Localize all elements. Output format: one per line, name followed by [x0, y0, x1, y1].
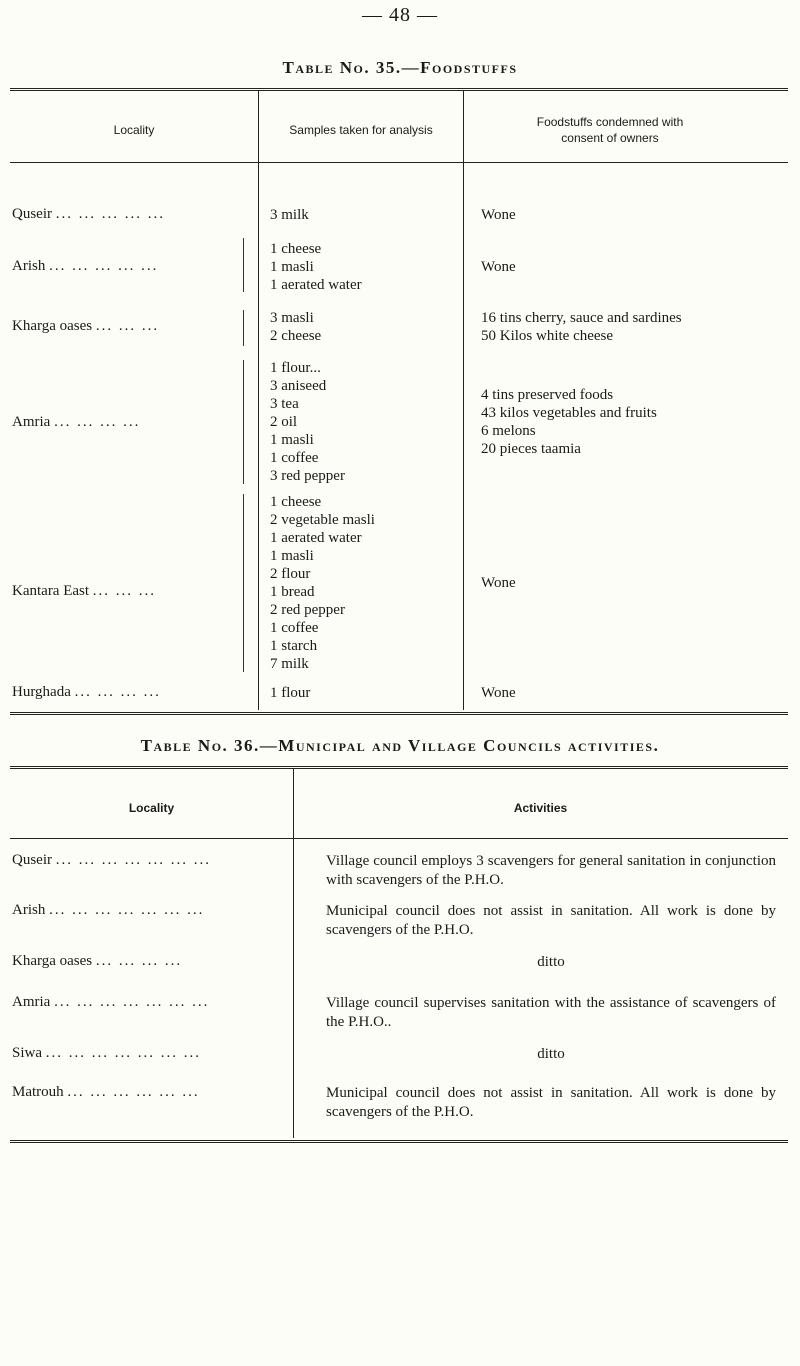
table-36-activity-quseir: Village council employs 3 scavengers for general sanitation in conjunction with scavengers of the P.H.O.	[326, 853, 776, 888]
sample-item: 1 starch	[270, 638, 318, 654]
sample-item: 3 aniseed	[270, 378, 327, 394]
table-35-locality-kantara	[12, 583, 156, 600]
locality-name: Amria	[12, 994, 51, 1010]
table-36-activity-arish: Municipal council does not assist in sanitation. All work is done by scavengers of the P.H.O.	[326, 903, 776, 938]
locality-name: Siwa	[12, 1045, 42, 1061]
sample-item: 2 cheese	[270, 328, 322, 344]
sample-item: 7 milk	[270, 656, 309, 672]
table-35-condemned-kharga	[481, 309, 682, 345]
locality-name: Kharga oases	[12, 318, 93, 334]
sample-item: 3 tea	[270, 396, 299, 412]
leader-dots: ... ... ... ... ... ... ...	[49, 902, 205, 918]
table-35-condemned-arish	[481, 258, 516, 276]
table-35-title: Table No. 35.—Foodstuffs	[282, 58, 518, 77]
sample-item: 2 flour	[270, 566, 311, 582]
sample-item: 1 coffee	[270, 450, 319, 466]
sample-item: 1 flour...	[270, 360, 321, 376]
locality-name: Quseir	[12, 852, 52, 868]
table-35-header-locality: Locality	[113, 123, 155, 137]
brace-kharga	[240, 310, 244, 346]
leader-dots: ... ... ...	[95, 318, 160, 334]
locality-name: Arish	[12, 258, 46, 274]
condemned-item: Wone	[481, 259, 516, 275]
sample-item: 3 milk	[270, 207, 309, 223]
table-36-locality-kharga	[12, 953, 182, 970]
locality-name: Amria	[12, 414, 51, 430]
sample-item: 1 cheese	[270, 494, 322, 510]
leader-dots: ... ... ... ...	[74, 684, 161, 700]
table-36-top-rule	[10, 766, 788, 769]
table-35-locality-kharga	[12, 318, 159, 335]
table-35-bottom-rule	[10, 712, 788, 715]
condemned-item: 43 kilos vegetables and fruits	[481, 405, 657, 421]
condemned-item: 50 Kilos white cheese	[481, 328, 614, 344]
table-35-top-rule	[10, 88, 788, 91]
table-36-activity-siwa: ditto	[537, 1046, 565, 1062]
leader-dots: ... ... ... ... ... ...	[67, 1084, 200, 1100]
condemned-item: 4 tins preserved foods	[481, 387, 614, 403]
locality-name: Quseir	[12, 206, 52, 222]
sample-item: 1 masli	[270, 432, 314, 448]
table-35-samples-arish	[270, 240, 362, 294]
table-36-header-locality: Locality	[128, 801, 175, 815]
leader-dots: ... ... ... ... ...	[55, 206, 165, 222]
table-36-locality-amria	[12, 994, 209, 1011]
leader-dots: ... ... ... ... ... ... ...	[54, 994, 210, 1010]
locality-name: Kharga oases	[12, 953, 93, 969]
leader-dots: ... ... ... ... ...	[49, 258, 159, 274]
table-35-samples-hurghada	[270, 684, 310, 702]
sample-item: 2 oil	[270, 414, 298, 430]
brace-kantara	[240, 494, 244, 672]
leader-dots: ... ... ... ...	[95, 953, 183, 969]
leader-dots: ... ... ... ...	[54, 414, 141, 430]
condemned-item: 16 tins cherry, sauce and sardines	[481, 310, 682, 326]
sample-item: 1 aerated water	[270, 530, 362, 546]
table-36-col-divider	[293, 768, 294, 1138]
page-number: — 48 —	[362, 4, 438, 26]
brace-amria	[240, 360, 244, 484]
locality-name: Hurghada	[12, 684, 71, 700]
table-36-locality-arish	[12, 902, 204, 919]
table-35-header-samples: Samples taken for analysis	[289, 123, 433, 137]
condemned-item: Wone	[481, 575, 516, 591]
table-35-locality-arish	[12, 258, 158, 275]
sample-item: 1 coffee	[270, 620, 319, 636]
condemned-item: Wone	[481, 685, 516, 701]
table-35-col-divider-1	[258, 90, 259, 710]
table-35-header-condemned: Foodstuffs condemned with consent of owners	[536, 115, 684, 146]
table-35-samples-kantara	[270, 493, 375, 673]
sample-item: 1 masli	[270, 259, 314, 275]
table-36-activity-amria: Village council supervises sanitation with the assistance of scavengers of the P.H.O..	[326, 995, 776, 1030]
sample-item: 3 red pepper	[270, 468, 345, 484]
sample-item: 1 masli	[270, 548, 314, 564]
sample-item: 3 masli	[270, 310, 314, 326]
table-36-header-activities: Activities	[513, 801, 568, 815]
table-35-locality-hurghada	[12, 684, 161, 701]
sample-item: 1 aerated water	[270, 277, 362, 293]
leader-dots: ... ... ... ... ... ... ...	[55, 852, 211, 868]
table-35-header-rule	[10, 162, 788, 163]
table-35-locality-amria	[12, 414, 140, 431]
table-35-samples-kharga	[270, 309, 321, 345]
sample-item: 1 cheese	[270, 241, 322, 257]
sample-item: 2 red pepper	[270, 602, 345, 618]
sample-item: 2 vegetable masli	[270, 512, 375, 528]
table-36-title: Table No. 36.—Municipal and Village Councils activities.	[140, 736, 660, 755]
table-35-samples-quseir	[270, 206, 309, 224]
locality-name: Kantara East	[12, 583, 90, 599]
table-35-condemned-hurghada	[481, 684, 516, 702]
table-36-locality-matrouh	[12, 1084, 200, 1101]
sample-item: 1 bread	[270, 584, 315, 600]
table-36-activity-kharga: ditto	[537, 954, 565, 970]
table-35-condemned-kantara	[481, 574, 516, 592]
table-35-locality-quseir	[12, 206, 165, 223]
condemned-item: Wone	[481, 207, 516, 223]
table-35-condemned-amria	[481, 386, 657, 458]
table-35-col-divider-2	[463, 90, 464, 710]
table-36-activity-matrouh: Municipal council does not assist in sanitation. All work is done by scavengers of the P.H.O.	[326, 1085, 776, 1120]
condemned-item: 20 pieces taamia	[481, 441, 581, 457]
leader-dots: ... ... ...	[92, 583, 157, 599]
table-35-samples-amria	[270, 359, 345, 485]
locality-name: Matrouh	[12, 1084, 64, 1100]
brace-arish	[240, 238, 244, 292]
table-36-bottom-rule	[10, 1140, 788, 1143]
locality-name: Arish	[12, 902, 46, 918]
condemned-item: 6 melons	[481, 423, 536, 439]
table-36-header-rule	[10, 838, 788, 839]
table-35-condemned-quseir	[481, 206, 516, 224]
leader-dots: ... ... ... ... ... ... ...	[45, 1045, 201, 1061]
table-36-locality-quseir	[12, 852, 211, 869]
table-36-locality-siwa	[12, 1045, 201, 1062]
sample-item: 1 flour	[270, 685, 311, 701]
